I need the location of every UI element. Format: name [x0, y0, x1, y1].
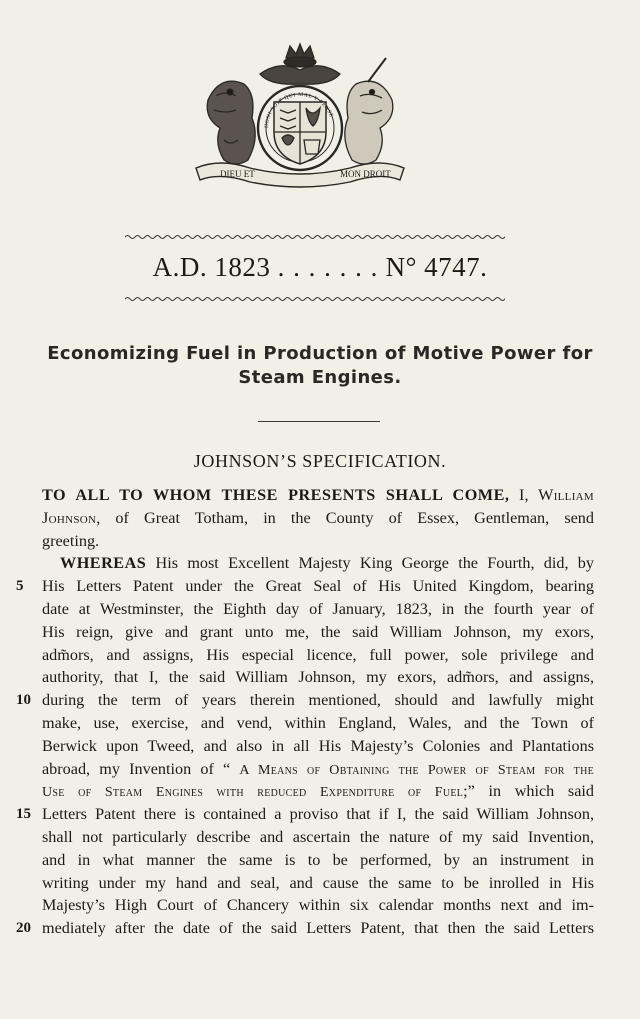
- body-line-20-text: mediately after the date of the said Letters Patent, that then the said Letters: [42, 919, 594, 938]
- invention-title-line-1: Economizing Fuel in Production of Motive Power for: [47, 343, 593, 364]
- surname-small-caps: Johnson: [42, 508, 97, 527]
- line-number-5: 5: [16, 578, 24, 595]
- line-number-10: 10: [16, 692, 31, 709]
- body-line-14-text: ;” in which said: [463, 782, 594, 801]
- body-line-13-text: abroad, my Invention of “: [42, 759, 240, 778]
- crest-garter-motto: HONI SOIT QUI MAL Y PENSE: [263, 91, 335, 129]
- body-line-15-text: Letters Patent there is contained a proviso that if I, the said William Johnson,: [42, 805, 594, 824]
- crest-motto-left: DIEU ET: [220, 169, 255, 179]
- title-divider: [258, 421, 380, 422]
- line-number-15: 15: [16, 806, 31, 823]
- invention-name-part-2: Use of Steam Engines with reduced Expenditure of Fuel: [42, 785, 464, 801]
- body-line-8: adm̃ors, and assigns, His especial licence, full power, sole privilege and: [42, 645, 594, 664]
- body-line-9: authority, that I, the said William Johnson, my exors, adm̃ors, and assigns,: [42, 668, 594, 687]
- invention-title: [40, 342, 600, 390]
- body-line-10: [16, 689, 594, 712]
- royal-coat-of-arms: [190, 40, 410, 190]
- salutation-pronoun: I,: [509, 486, 539, 504]
- body-line-1: [42, 484, 594, 507]
- crest-motto-right: MON DROIT: [340, 169, 391, 179]
- body-line-4-text: His most Excellent Majesty King George the Fourth, did, by: [146, 554, 594, 573]
- body-line-6: date at Westminster, the Eighth day of January, 1823, in the fourth year of: [42, 599, 594, 618]
- body-line-2-text: , of Great Totham, in the County of Essex, Gentleman, send: [96, 508, 594, 527]
- body-line-10-text: during the term of years therein mentioned, should and lawfully might: [42, 691, 594, 710]
- bottom-ornamental-rule: [125, 295, 505, 303]
- body-line-12: Berwick upon Tweed, and also in all His Majesty’s Colonies and Plantations: [42, 736, 594, 755]
- body-line-5: [16, 575, 594, 598]
- body-line-17: and in what manner the same is to be performed, by an instrument in: [42, 850, 594, 869]
- invention-name-part-1: A Means of Obtaining the Power of Steam for the: [239, 762, 595, 778]
- specification-body: [16, 484, 595, 940]
- body-line-18: writing under my hand and seal, and cause the same to be inrolled in His: [42, 873, 594, 892]
- patent-number: N° 4747.: [385, 252, 488, 282]
- body-line-2: [42, 507, 594, 530]
- body-line-15: [16, 803, 594, 826]
- top-ornamental-rule: [125, 233, 505, 241]
- body-line-11: make, use, exercise, and vend, within England, Wales, and the Town of: [42, 713, 594, 732]
- body-line-5-text: His Letters Patent under the Great Seal of His United Kingdom, bearing: [42, 577, 594, 596]
- salutation-caps: TO ALL TO WHOM THESE PRESENTS SHALL COME,: [42, 486, 510, 504]
- body-line-19: Majesty’s High Court of Chancery within six calendar months next and im-: [42, 896, 594, 915]
- salutation-name: William: [538, 486, 594, 504]
- whereas-caps: WHEREAS: [60, 554, 147, 573]
- body-line-20: [16, 917, 594, 940]
- line-number-20: 20: [16, 920, 31, 937]
- body-line-3: greeting.: [42, 531, 100, 550]
- patent-year: A.D. 1823: [152, 252, 271, 282]
- body-line-14: [42, 780, 594, 803]
- patent-header-dots: . . . . . . .: [277, 252, 379, 282]
- body-line-13: [42, 758, 594, 781]
- body-line-16: shall not particularly describe and ascertain the nature of my said Invention,: [42, 827, 594, 846]
- body-line-7: His reign, give and grant unto me, the said William Johnson, my exors,: [42, 622, 594, 641]
- specification-heading: JOHNSON’S SPECIFICATION.: [193, 451, 447, 471]
- invention-title-line-2: Steam Engines.: [238, 367, 402, 388]
- body-line-4: [42, 552, 594, 575]
- patent-header: [0, 252, 640, 283]
